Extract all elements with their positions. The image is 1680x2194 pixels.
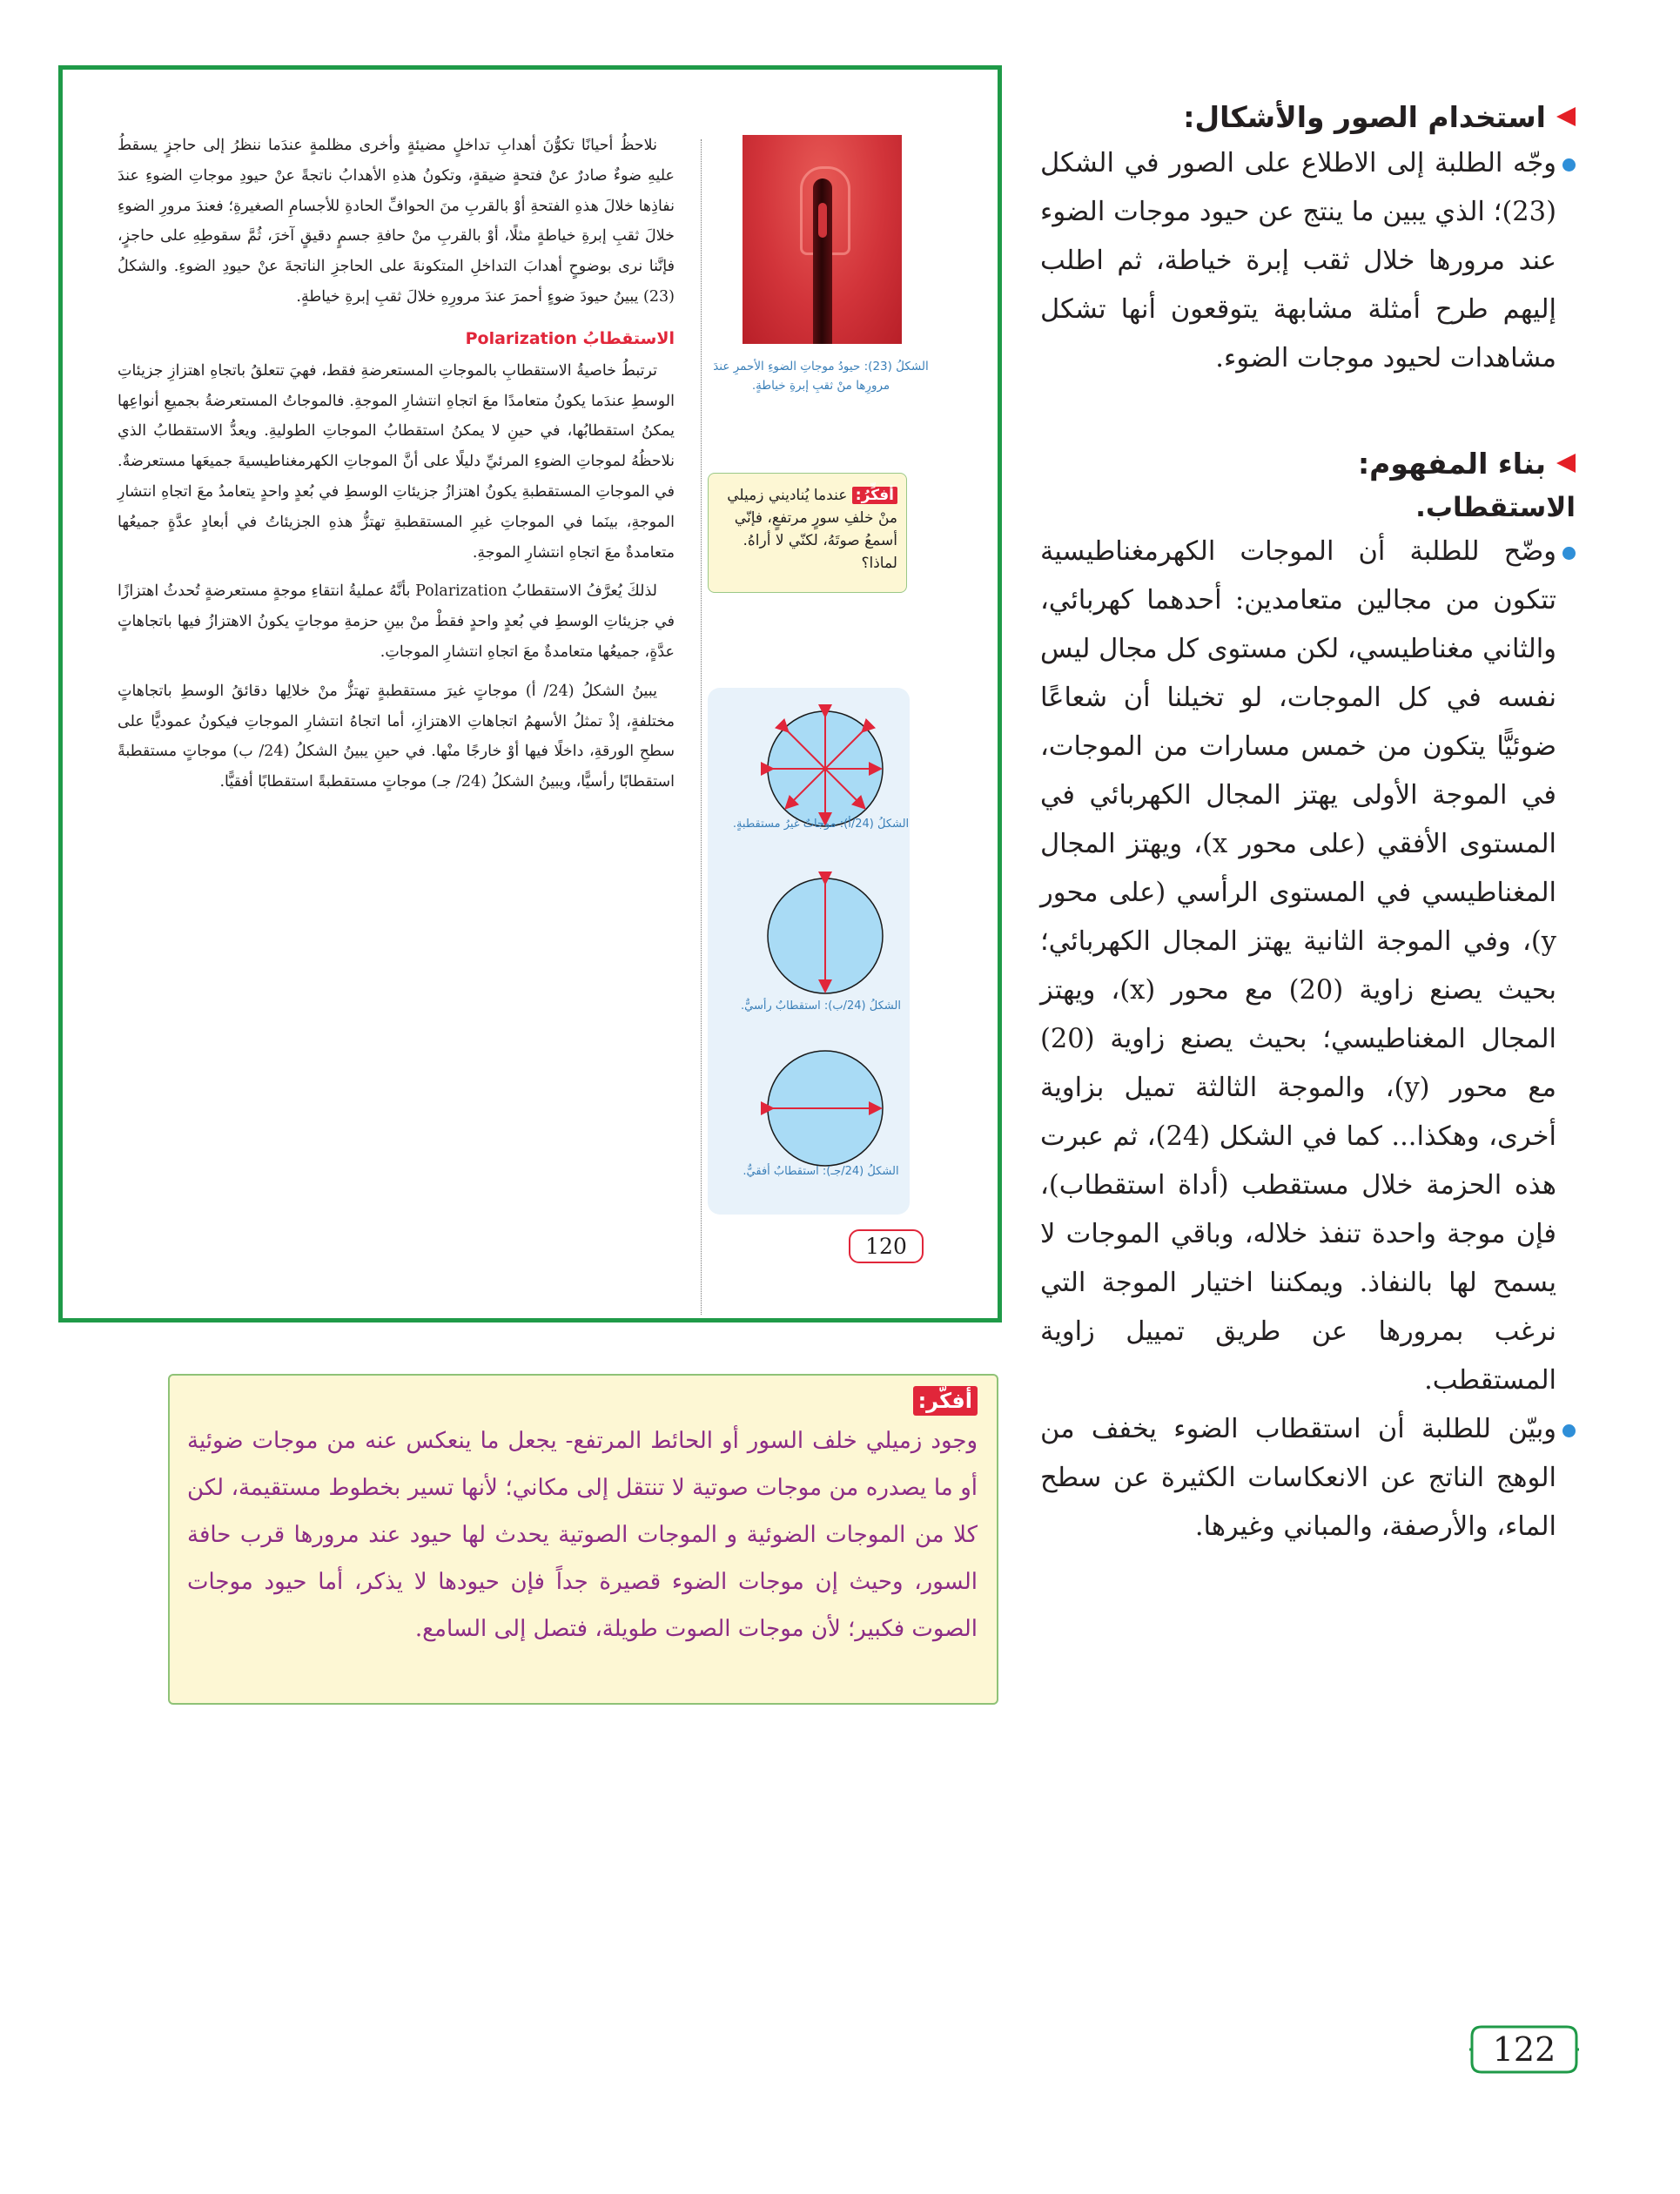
book-paragraph-polarization: ترتبطُ خاصيةُ الاستقطابِ بالموجاتِ المستعرضةِ فقط، فهيَ تتعلقُ باتجاهِ اهتزازِ جزيئاتِ الوسطِ عندَما يكونُ متعامدًا معَ اتجاهِ انتشارِ الموجةِ. فالموجاتُ المستعرضةُ بجميعِ أنواعِها يمكنُ استقطابُها، في حينِ لا يمكنُ استقطابُ الموجاتِ الطوليةِ. ويعدُّ الاستقطابُ الذي نلاحظُهُ لموجاتِ الضوءِ المرئيِّ دليلًا على أنَّ الموجاتِ الكهرمغناطيسيةَ جميعَها مستعرضةٌ. في الموجاتِ المستقطبةِ يكونُ اهتزازُ جزيئاتِ الوسطِ في بُعدٍ واحدٍ يتعامدُ معَ اتجاهِ انتشارِ الموجةِ، بينَما في الموجاتِ غيرِ المستقطبةِ تهتزُّ هذهِ الجزيئاتُ في أبعادٍ عدَّةٍ جميعُها متعامدةٌ معَ اتجاهِ انتشارِ الموجةِ. (118, 361, 675, 562)
blue-bullet-icon (1562, 158, 1576, 172)
answer-text: وجود زميلي خلف السور أو الحائط المرتفع- يجعل ما ينعكس عنه من موجات ضوئية أو ما يصدره من موجات صوتية لا تنتقل إلى مكاني؛ لأنها تسير بخطوط مستقيمة، لكن كلا من الموجات الضوئية و الموجات الصوتية يحدث لها حيود عند مرورها قرب حافة السور، وحيث إن موجات الضوء قصيرة جداً فإن حيودها لا يذكر، أما حيود موجات الصوت فكبير؛ لأن موجات الصوت طويلة، فتصل إلى السامع. (187, 1428, 978, 1642)
answer-think-tag: أفكّر: (913, 1386, 978, 1416)
blue-bullet-icon (1562, 1424, 1576, 1437)
section-heading-concept-text: بناء المفهوم: (1357, 447, 1546, 481)
think-answer-box (168, 1374, 998, 1705)
column-divider (701, 139, 702, 1315)
polarization-heading: الاستقطابُ Polarization (465, 328, 675, 348)
horizontal-polarization-diagram (760, 1043, 890, 1174)
red-triangle-icon (1556, 107, 1576, 126)
bullet-polarization-text: وضّح للطلبة أن الموجات الكهرمغناطيسية تتكون من مجالين متعامدين: أحدهما كهربائي، والثاني مغناطيسي، لكن مستوى كل مجال ليس نفسه في كل الموجات، لو تخيلنا أن شعاعًا ضوئيًّا يتكون من خمس مسارات من الموجات، في الموجة الأولى يهتز المجال الكهربائي في المستوى الأفقي (على محور x)، ويهتز المجال المغناطيسي في المستوى الرأسي (على محور y)، وفي الموجة الثانية يهتز المجال الكهربائي؛ بحيث يصنع زاوية (20) مع محور (x)، ويهتز المجال المغناطيسي؛ بحيث يصنع زاوية (20) مع محور (y)، والموجة الثالثة تميل بزاوية أخرى، وهكذا... كما في الشكل (24)، ثم عبرت هذه الحزمة خلال مستقطب (أداة استقطاب)، فإن موجة واحدة تنفذ خلاله، وباقي الموجات لا يسمح لها بالنفاذ. ويمكننا اختيار الموجة التي نرغب بمرورها عن طريق تمييل زاوية المستقطب. (1040, 536, 1557, 1396)
teacher-guide-column (1040, 96, 1576, 1551)
bullet-glare-text: وبيّن للطلبة أن استقطاب الضوء يخفف من الوهج الناتج عن الانعكاسات الكثيرة عن سطح الماء، والأرصفة، والمباني وغيرها. (1040, 1414, 1556, 1542)
needle-eye (818, 203, 827, 238)
book-paragraph-diffraction: نلاحظُ أحيانًا تكوُّنَ أهدابِ تداخلٍ مضيئةٍ وأخرى مظلمةٍ عندَما ننظرُ إلى حاجزٍ يسقطُ عليهِ ضوءٌ صادرٌ عنْ فتحةٍ ضيقةٍ، وتكونُ هذهِ الأهدابُ ناتجةً عنْ حيودِ موجاتِ الضوءِ عندَ نفاذِها خلالَ هذهِ الفتحةِ أوْ بالقربِ منَ الحوافِّ الحادةِ للأجسامِ الصغيرةِ؛ فعندَ مرورِ الضوءِ خلالَ ثقبِ إبرةِ خياطةٍ مثلًا، أوْ بالقربِ منْ حافةِ جسمٍ دقيقٍ آخرَ، ثُمَّ سقوطِهِ على حاجزٍ، فإنَّنا نرى بوضوحٍ أهدابَ التداخلِ المتكونةَ على الحاجزِ الناتجةَ عنْ حيودِ الضوءِ. والشكلُ (23) يبينُ حيودَ ضوءٍ أحمرَ عندَ مرورِهِ خلالَ ثقبِ إبرةِ خياطةٍ. (118, 137, 675, 306)
bullet-images-text: وجّه الطلبة إلى الاطلاع على الصور في الشكل (23)؛ الذي يبين ما ينتج عن حيود موجات الضوء عند مرورها خلال ثقب إبرة خياطة، ثم اطلب إليهم طرح أمثلة مشابهة يتوقعون أنها تشكل مشاهدات لحيود موجات الضوء. (1040, 148, 1556, 374)
needle-diffraction-photo (743, 135, 902, 344)
figure24c-caption: الشكلُ (24/جـ): استقطابٌ أفقيٌّ. (743, 1165, 899, 1178)
section-heading-images (1040, 96, 1576, 139)
page-number-text: 122 (1492, 2030, 1556, 2069)
figure23-caption: الشكلُ (23): حيودُ موجاتِ الضوءِ الأحمرِ عندَ مرورِها منْ ثقبِ إبرةِ خياطةٍ. (713, 360, 929, 393)
vertical-polarization-diagram (760, 871, 890, 1001)
section-heading-concept (1040, 442, 1576, 486)
book-main-text (118, 131, 675, 798)
section-heading-images-text: استخدام الصور والأشكال: (1183, 100, 1546, 134)
figure24a-caption: الشكلُ (24/أ): موجاتٌ غيرُ مستقطبةٍ. (732, 818, 910, 831)
bullet-glare (1040, 1405, 1576, 1551)
think-tag: أفكِّرُ: (852, 487, 897, 504)
think-question: عندما يُناديني زميلي منْ خلفِ سورٍ مرتفعٍ، فإنّي أسمعُ صوتَهُ، لكنّي لا أراهُ. لماذا؟ (727, 487, 897, 572)
bullet-polarization-explained (1040, 528, 1576, 1405)
concept-subtitle: الاستقطاب. (1415, 492, 1576, 523)
book-paragraph-figure24: يبينُ الشكلُ (24/ أ) موجاتٍ غيرَ مستقطبةٍ تهتزُّ منْ خلالِها دقائقُ الوسطِ باتجاهاتٍ مختلفةٍ، إذْ تمثلُ الأسهمُ اتجاهاتِ الاهتزازِ، أما اتجاهُ انتشارِ الموجاتِ فيكونُ عموديًّا على سطحِ الورقةِ، داخلًا فيها أوْ خارجًا منْها. في حينِ يبينُ الشكلُ (24/ ب) موجاتٍ مستقطبةً استقطابًا رأسيًّا، ويبينُ الشكلُ (24/ جـ) موجاتٍ مستقطبةً استقطابًا أفقيًّا. (118, 682, 675, 791)
think-box-small (708, 473, 907, 593)
page-number (1469, 2024, 1579, 2075)
blue-bullet-icon (1562, 547, 1576, 560)
book-paragraph-definition: لذلكَ يُعرَّفُ الاستقطابُ Polarization بأنَّهُ عمليةُ انتقاءِ موجةٍ مستعرضةٍ تُحدثُ اهتزازًا في جزيئاتِ الوسطِ في بُعدٍ واحدٍ فقطْ منْ بينِ حزمةِ موجاتٍ يكونُ الاهتزازُ فيها باتجاهاتٍ عدَّةٍ، جميعُها متعامدةٌ معَ اتجاهِ انتشارِ الموجاتِ. (118, 582, 675, 661)
book-page-number: 120 (849, 1229, 924, 1263)
figure24b-caption: الشكلُ (24/ب): استقطابٌ رأسيٌّ. (741, 999, 901, 1013)
red-triangle-icon (1556, 454, 1576, 473)
bullet-images (1040, 139, 1576, 383)
